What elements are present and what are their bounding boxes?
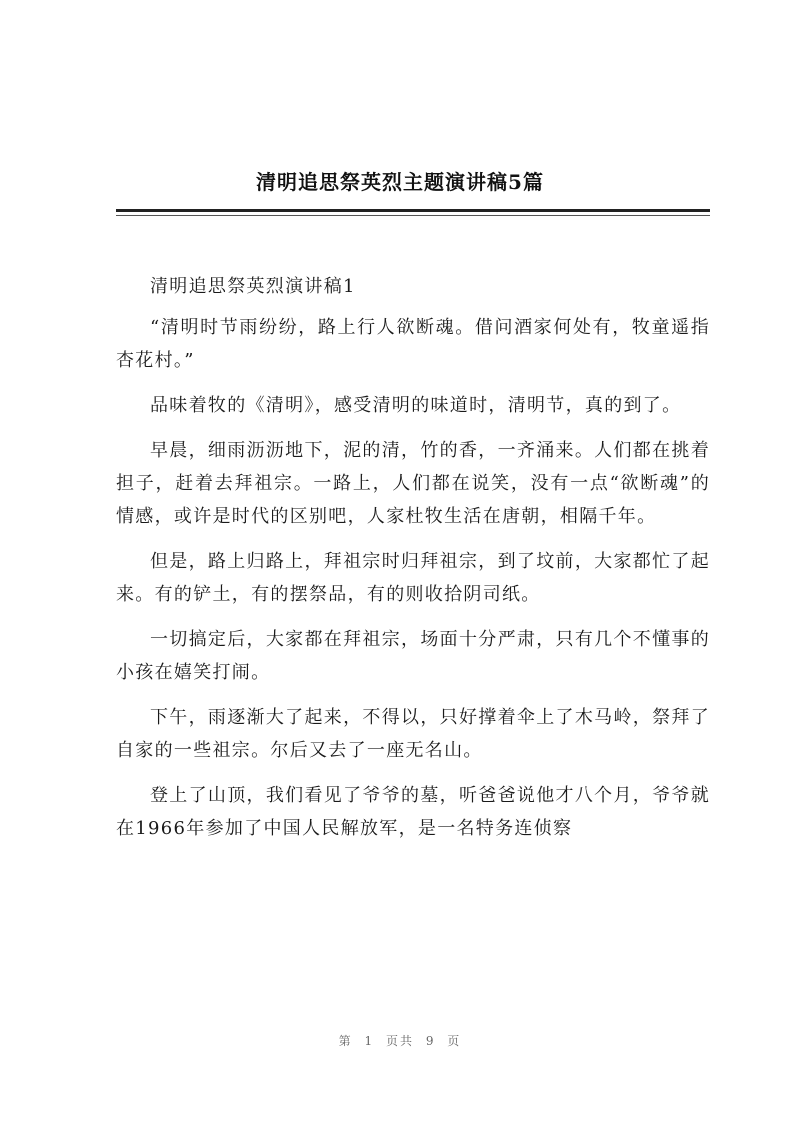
title-divider (116, 209, 710, 212)
paragraph: 品味着牧的《清明》，感受清明的味道时，清明节，真的到了。 (150, 395, 682, 416)
title-divider-thin (116, 215, 710, 216)
paragraph: 一切搞定后，大家都在拜祖宗，场面十分严肃，只有几个不懂事的小孩在嬉笑打闹。 (116, 629, 710, 683)
footer-total-pages: 9 (425, 1034, 436, 1048)
paragraph: 登上了山顶，我们看见了爷爷的墓，听爸爸说他才八个月，爷爷就在1966年参加了中国人民解放军，是一名特务连侦察 (116, 785, 710, 839)
footer-current-page: 1 (364, 1034, 375, 1048)
section-heading: 清明追思祭英烈演讲稿1 (150, 276, 356, 297)
paragraph: 但是，路上归路上，拜祖宗时归拜祖宗，到了坟前，大家都忙了起来。有的铲土，有的摆祭品，有的则收拾阴司纸。 (116, 551, 710, 605)
paragraph: 早晨，细雨沥沥地下，泥的清，竹的香，一齐涌来。人们都在挑着担子，赶着去拜祖宗。一路上，人们都在说笑，没有一点“欲断魂”的情感，或许是时代的区别吧，人家杜牧生活在唐朝，相隔千年。 (116, 440, 710, 527)
footer-suffix: 页 (447, 1034, 462, 1048)
paragraph: 下午，雨逐渐大了起来，不得以，只好撑着伞上了木马岭，祭拜了自家的一些祖宗。尔后又去了一座无名山。 (116, 707, 710, 761)
footer-middle: 页共 (385, 1034, 414, 1048)
document-body (116, 270, 710, 857)
page-footer (0, 1032, 800, 1049)
footer-prefix: 第 (338, 1034, 353, 1048)
page-title: 清明追思祭英烈主题演讲稿5篇 (256, 170, 544, 194)
paragraph: “清明时节雨纷纷，路上行人欲断魂。借问酒家何处有，牧童遥指杏花村。” (116, 317, 710, 371)
